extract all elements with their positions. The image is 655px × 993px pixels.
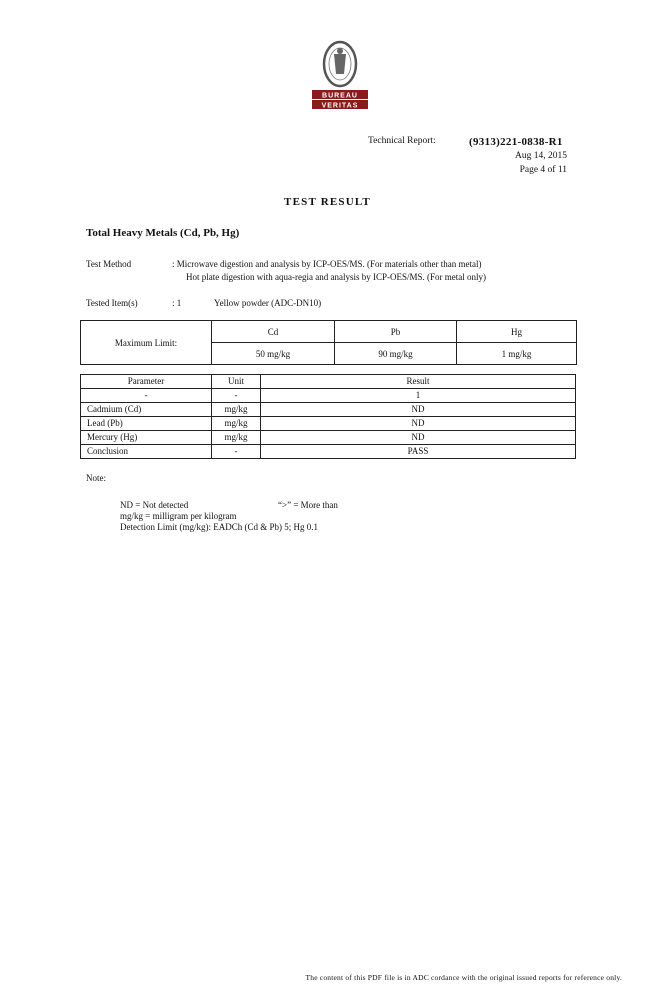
results-table bbox=[80, 374, 576, 459]
table-row bbox=[81, 389, 576, 403]
table-row bbox=[81, 445, 576, 459]
header-result: Result bbox=[261, 375, 576, 389]
table-row bbox=[81, 417, 576, 431]
row-parameter: Cadmium (Cd) bbox=[81, 403, 212, 417]
page-title: TEST RESULT bbox=[284, 196, 371, 208]
note-more-than: “>” = More than bbox=[278, 500, 338, 510]
tested-item-description: Yellow powder (ADC-DN10) bbox=[214, 298, 322, 308]
row-result: 1 bbox=[261, 389, 576, 403]
limit-header-cd: Cd bbox=[212, 321, 335, 343]
report-date: Aug 14, 2015 bbox=[515, 151, 567, 161]
limit-header-hg: Hg bbox=[457, 321, 577, 343]
limits-table bbox=[80, 320, 577, 365]
note-nd: ND = Not detected bbox=[120, 500, 189, 510]
report-label: Technical Report: bbox=[368, 136, 436, 146]
row-unit: mg/kg bbox=[212, 403, 261, 417]
row-result: ND bbox=[261, 403, 576, 417]
table-row bbox=[81, 403, 576, 417]
limit-value-cd: 50 mg/kg bbox=[212, 343, 335, 365]
section-title: Total Heavy Metals (Cd, Pb, Hg) bbox=[86, 227, 240, 239]
limit-value-hg: 1 mg/kg bbox=[457, 343, 577, 365]
note-label: Note: bbox=[86, 473, 106, 483]
row-unit: - bbox=[212, 389, 261, 403]
limits-label: Maximum Limit: bbox=[81, 321, 212, 365]
row-parameter: - bbox=[81, 389, 212, 403]
note-mgkg: mg/kg = milligram per kilogram bbox=[120, 511, 237, 521]
tested-item-number: : 1 bbox=[172, 298, 182, 308]
row-unit: mg/kg bbox=[212, 431, 261, 445]
row-parameter: Mercury (Hg) bbox=[81, 431, 212, 445]
row-unit: - bbox=[212, 445, 261, 459]
note-detection-limit: Detection Limit (mg/kg): EADCh (Cd & Pb) 5; Hg 0.1 bbox=[120, 522, 318, 532]
tested-item-label: Tested Item(s) bbox=[86, 298, 138, 308]
logo-line-1: BUREAU bbox=[322, 92, 358, 100]
results-header-row bbox=[81, 375, 576, 389]
row-unit: mg/kg bbox=[212, 417, 261, 431]
row-result: ND bbox=[261, 417, 576, 431]
page-number: Page 4 of 11 bbox=[519, 165, 567, 175]
test-method-label: Test Method bbox=[86, 259, 132, 269]
row-parameter: Lead (Pb) bbox=[81, 417, 212, 431]
header-parameter: Parameter bbox=[81, 375, 212, 389]
test-method-line-1: : Microwave digestion and analysis by ICP-OES/MS. (For materials other than metal) bbox=[172, 259, 482, 269]
row-result: ND bbox=[261, 431, 576, 445]
footer-disclaimer: The content of this PDF file is in ADC cordance with the original issued reports for reference only. bbox=[305, 973, 622, 982]
limit-value-pb: 90 mg/kg bbox=[335, 343, 457, 365]
row-result: PASS bbox=[261, 445, 576, 459]
test-method-line-2: Hot plate digestion with aqua-regia and analysis by ICP-OES/MS. (For metal only) bbox=[186, 272, 486, 282]
header-unit: Unit bbox=[212, 375, 261, 389]
row-parameter: Conclusion bbox=[81, 445, 212, 459]
bureau-veritas-logo bbox=[312, 40, 368, 110]
report-number: (9313)221-0838-R1 bbox=[469, 136, 563, 148]
table-row bbox=[81, 431, 576, 445]
logo-line-2: VERITAS bbox=[321, 102, 359, 110]
limit-header-pb: Pb bbox=[335, 321, 457, 343]
